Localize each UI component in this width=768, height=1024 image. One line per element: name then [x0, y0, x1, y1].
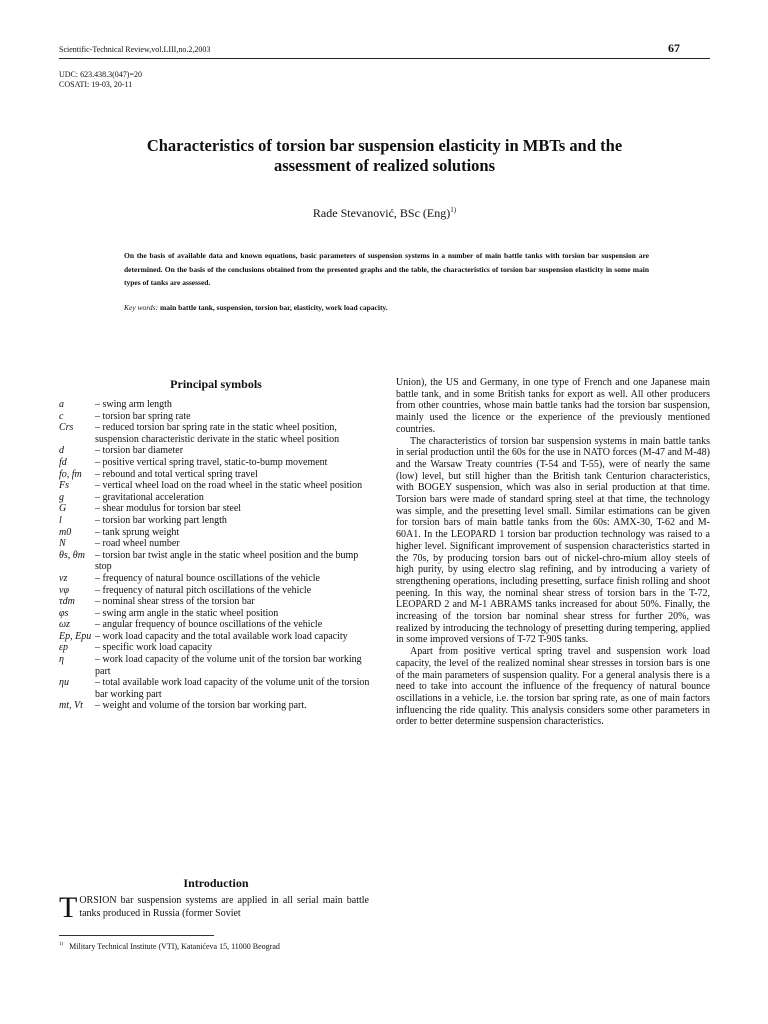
- symbol-definition: – work load capacity and the total available work load capacity: [95, 630, 348, 642]
- symbol: Ep, Epu: [59, 630, 92, 642]
- footnote-text: Military Technical Institute (VTI), Katanićeva 15, 11000 Beograd: [69, 942, 280, 951]
- symbol-row: [59, 527, 373, 539]
- symbol: ωz: [59, 619, 70, 631]
- symbol-row: [59, 619, 373, 631]
- cosati-code: COSATI: 19-03, 20-11: [59, 80, 133, 89]
- symbol: νz: [59, 572, 68, 584]
- symbol: θs, θm: [59, 549, 85, 561]
- symbol: fd: [59, 456, 67, 468]
- symbol-definition: – swing arm length: [95, 399, 172, 410]
- symbol-row: [59, 469, 373, 481]
- symbol-definition: – torsion bar working part length: [95, 514, 227, 526]
- article-title: [59, 136, 710, 176]
- symbol-row: [59, 480, 373, 492]
- symbol: τdm: [59, 596, 75, 608]
- symbol-definition: – vertical wheel load on the road wheel in the static wheel position: [95, 480, 363, 492]
- footnote-divider: [59, 935, 214, 936]
- symbol: Fs: [59, 480, 69, 492]
- abstract: On the basis of available data and known equations, basic parameters of suspension systems in a number of main battle tanks with torsion bar suspension are determined. On the basis of the conclusions obtained from the presented graphs and the table, the characteristics of torsion bar suspension elasticity in some main types of tanks are assessed.: [124, 251, 649, 287]
- symbol-definition: – weight and volume of the torsion bar working part.: [95, 700, 307, 712]
- symbol: G: [59, 503, 67, 515]
- symbol: φs: [59, 607, 69, 619]
- symbol-definition: – frequency of natural pitch oscillations of the vehicle: [95, 584, 312, 596]
- symbol: c: [59, 410, 64, 422]
- page-number: 67: [668, 41, 680, 55]
- introduction-body: ORSION bar suspension systems are applied in all serial main battle tanks produced in Russia (former Soviet: [79, 895, 369, 919]
- symbol-row: [59, 585, 373, 597]
- symbol: g: [59, 491, 64, 503]
- symbol: Crs: [59, 422, 74, 434]
- keywords-label: Key words:: [124, 303, 159, 312]
- symbol-row: [59, 631, 373, 643]
- paragraph: The characteristics of torsion bar suspension systems in main battle tanks in serial production until the 60s for the use in NATO forces (M-47 and M-48) and the Warsaw Treaty countries (T-54 and T-55), were of nearly the same (low) level, but still higher than the British tank Centurion characteristics, with BOGEY suspension, which was also in serial production at that time. Torsion bars were made of standard spring steel at that time, the technology was simple, and the presetting level small. Similar estimations can be given for torsion bars of main battle tanks from the 60s: AMX-30, T-62 and M-60A1. In the LEOPARD 1 torsion bar production technology was raised to a higher level. Significant improvement of suspension characteristics started in the 70s, by producing torsion bars out of nickel-chro-mium alloy steels of high purity, by using electro slag refining, and by introducing a variety of strengthening operations, including presetting, surface finish rolling and shoot peening. In this way, the nominal shear stress of torsion bars in the T-72, LEOPARD 2 and M-1 ABRAMS tanks increased for about 50%. Finally, the increasing of the torsion bar nominal shear stress for further 20%, was realized by introducing the technology of presetting during tempering, applied in some improved versions of T-72 T-90S tanks.: [396, 435, 710, 646]
- paragraph: Apart from positive vertical spring travel and suspension work load capacity, the level of the realized nominal shear stresses in torsion bars is one of the main parameters of suspension quality. For a general analysis there is a need to take into account the influence of the frequency of natural bounce oscillations in a vehicle, i.e. the torsion bar spring rate, as one of main factors influencing the ride quality. This analysis considers some other parameters in order to better determine suspension characteristics.: [396, 646, 710, 728]
- symbol: N: [59, 538, 66, 550]
- dropcap-letter: T: [59, 891, 78, 924]
- symbol-definition: – gravitational acceleration: [95, 491, 204, 503]
- symbol-definition: – rebound and total vertical spring travel: [95, 468, 258, 480]
- article-title-line1: Characteristics of torsion bar suspension elasticity in MBTs and the: [146, 136, 623, 155]
- introduction-text: [59, 891, 369, 924]
- symbol: νφ: [59, 584, 69, 596]
- symbol-definition: – tank sprung weight: [95, 526, 180, 538]
- symbol-row: [59, 503, 373, 515]
- symbol: a: [59, 399, 64, 410]
- symbol-row: [59, 538, 373, 550]
- symbol-row: [59, 399, 373, 411]
- symbol-row: [59, 411, 373, 423]
- symbol-row: [59, 492, 373, 504]
- symbol: η: [59, 654, 64, 666]
- symbol-row: [59, 457, 373, 469]
- symbol-row: [59, 515, 373, 527]
- symbol-definition: – reduced torsion bar spring rate in the static wheel position, suspension characteristic derivate in the static wheel position: [95, 422, 340, 445]
- symbol-definition: – torsion bar twist angle in the static wheel position and the bump stop: [95, 549, 359, 573]
- symbol-definition: – work load capacity of the volume unit of the torsion bar working part: [95, 654, 362, 677]
- symbol-row: [59, 573, 373, 585]
- symbol-row: [59, 445, 373, 457]
- symbol-row: [59, 677, 373, 700]
- symbol: ηu: [59, 677, 69, 689]
- symbol: fo, fm: [59, 468, 82, 480]
- symbol-definition: – angular frequency of bounce oscillations of the vehicle: [95, 619, 323, 631]
- symbol: m0: [59, 526, 72, 538]
- symbol-row: [59, 422, 373, 445]
- author-name: Rade Stevanović, BSc (Eng): [312, 206, 451, 220]
- right-column-text: [396, 377, 710, 728]
- journal-header: Scientific-Technical Review,vol.LIII,no.2,2003: [59, 45, 211, 54]
- symbol-definition: – torsion bar diameter: [95, 445, 184, 457]
- symbol-definition: – nominal shear stress of the torsion bar: [95, 596, 255, 608]
- symbol: εp: [59, 642, 68, 654]
- principal-symbols-title: Principal symbols: [170, 377, 262, 391]
- symbol-definition: – swing arm angle in the static wheel position: [95, 607, 279, 619]
- symbol-definition: – road wheel number: [95, 538, 180, 550]
- symbol-row: [59, 642, 373, 654]
- symbol-definition: – shear modulus for torsion bar steel: [95, 503, 242, 515]
- principal-symbols-list: [59, 399, 373, 712]
- classification-block: [59, 70, 142, 90]
- symbol-definition: – positive vertical spring travel, static-to-bump movement: [95, 456, 328, 468]
- symbol-row: [59, 608, 373, 620]
- symbol-row: [59, 550, 373, 573]
- symbol-definition: – specific work load capacity: [95, 642, 213, 654]
- udc-code: UDC: 623.438.3(047)=20: [59, 70, 142, 79]
- symbol-definition: – total available work load capacity of the volume unit of the torsion bar working part: [95, 677, 370, 700]
- symbol: l: [59, 514, 62, 526]
- symbol: d: [59, 445, 64, 457]
- symbol-definition: – torsion bar spring rate: [95, 410, 191, 422]
- author-line: [59, 206, 710, 221]
- article-title-line2: assessment of realized solutions: [273, 156, 496, 175]
- author-footnote-mark: 1): [450, 206, 457, 214]
- header-divider: [59, 58, 710, 59]
- footnote-mark: 1): [59, 942, 64, 948]
- introduction-title: Introduction: [183, 876, 249, 890]
- symbol-row: [59, 654, 373, 677]
- footnote: [59, 942, 280, 951]
- keywords-text: main battle tank, suspension, torsion bar, elasticity, work load capacity.: [159, 303, 388, 312]
- paragraph: Union), the US and Germany, in one type of French and one Japanese main battle tank, and in some British tanks for export as well. All other producers from other countries, whose main battle tanks had the torsion bar suspension, mainly used the licence or the experience of the previously mentioned countries.: [396, 377, 710, 435]
- symbol-definition: – frequency of natural bounce oscillations of the vehicle: [95, 572, 320, 584]
- symbol-row: [59, 596, 373, 608]
- symbol: mt, Vt: [59, 700, 83, 712]
- symbol-row: [59, 700, 373, 712]
- keywords: [124, 303, 649, 313]
